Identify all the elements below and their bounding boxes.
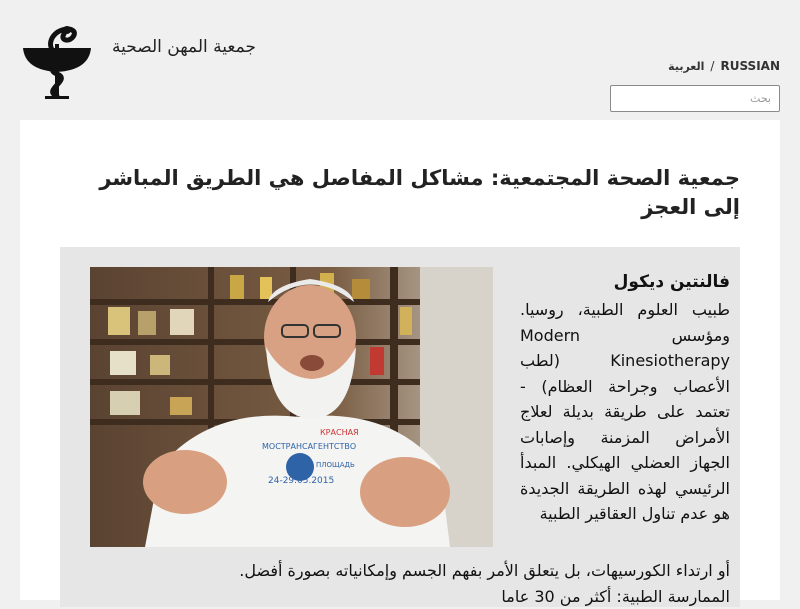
shirt-text-top: КРАСНАЯ bbox=[320, 428, 359, 437]
lang-link-arabic[interactable]: العربية bbox=[668, 60, 705, 73]
shirt-text-date: 24-29.05.2015 bbox=[268, 476, 335, 486]
author-profile-box bbox=[60, 247, 740, 607]
site-title[interactable]: جمعية المهن الصحية bbox=[112, 37, 256, 57]
article-title: جمعية الصحة المجتمعية: مشاكل المفاصل هي الطريق المباشر إلى العجز bbox=[99, 166, 740, 219]
author-bio-cut-line: الممارسة الطبية: أكثر من 30 عاما bbox=[501, 586, 730, 606]
shirt-text-bottom: ПЛОЩАДЬ bbox=[316, 461, 355, 469]
bowl-of-hygieia-icon[interactable] bbox=[20, 18, 94, 102]
shirt-text-main: МОСТРАНСАГЕНТСТВО bbox=[262, 442, 357, 451]
lang-link-russian[interactable]: RUSSIAN bbox=[720, 59, 780, 73]
site-header bbox=[0, 0, 800, 120]
author-bio-continued bbox=[90, 558, 730, 609]
author-bio: طبيب العلوم الطبية، روسيا. ومؤسس Modern Kinesiotherapy (لطب الأعصاب وجراحة العظام) - تعتمد على طريقة بديلة لعلاج الأمراض المزمنة وإصابات الجهاز العضلي الهيكلي. المبدأ الرئيسي لهذه الطريقة الجديدة هو عدم تناول العقاقير الطبية bbox=[520, 300, 730, 523]
search-input[interactable] bbox=[610, 85, 780, 112]
language-switcher bbox=[668, 59, 780, 73]
main-content bbox=[20, 120, 780, 606]
lang-separator: / bbox=[710, 59, 715, 73]
author-bio-continued-line: أو ارتداء الكورسيهات، بل يتعلق الأمر بفهم الجسم وإمكانياته بصورة أفضل. bbox=[239, 561, 730, 580]
author-name: فالنتين ديكول bbox=[613, 272, 730, 292]
author-photo bbox=[90, 267, 493, 547]
